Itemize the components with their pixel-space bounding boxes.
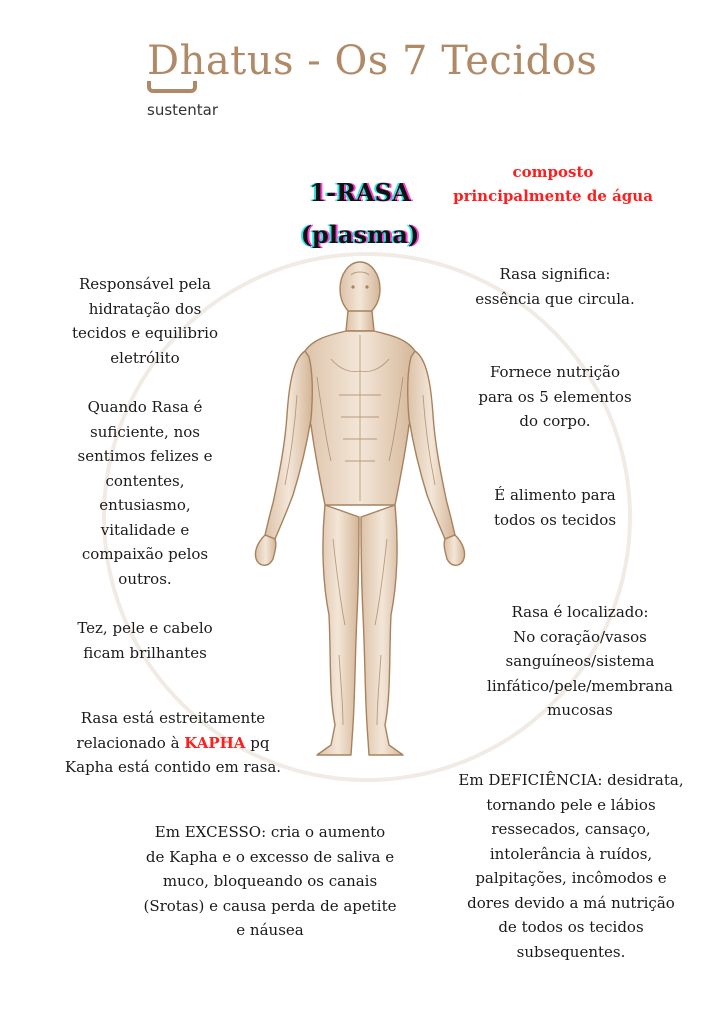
skin-text <box>52 616 238 665</box>
text-line: sanguíneos/sistema <box>505 652 655 670</box>
text-line: vitalidade e <box>100 520 190 539</box>
deficiency-text <box>446 768 696 964</box>
text-line: Em EXCESSO: cria o aumento <box>154 823 386 841</box>
text-line: de todos os tecidos <box>498 918 644 936</box>
text-line: de Kapha e o excesso de saliva e <box>145 847 395 866</box>
text-line: e náusea <box>236 921 304 939</box>
text-line: É alimento para <box>494 486 616 504</box>
composition-note-line1: composto <box>512 163 594 181</box>
text-line: outros. <box>118 569 172 588</box>
text-line: todos os tecidos <box>493 510 617 529</box>
bracket-decoration <box>147 81 197 93</box>
human-anatomy-figure-icon <box>245 255 475 765</box>
text-line: Rasa significa: <box>499 265 611 283</box>
text-line: mucosas <box>547 701 613 719</box>
text-line: do corpo. <box>519 412 591 430</box>
section-title <box>270 172 450 256</box>
composition-note-line2: principalmente de água <box>453 187 653 205</box>
text-line: sentimos felizes e <box>77 447 213 465</box>
location-text <box>460 600 700 723</box>
text-line: Responsável pela <box>79 275 211 293</box>
section-title-line1: 1-RASA <box>309 178 411 207</box>
text-line: muco, bloqueando os canais <box>162 872 378 890</box>
text-line: eletrólito <box>110 348 180 367</box>
text-line: linfático/pele/membrana <box>487 676 673 695</box>
text-line: ressecados, cansaço, <box>491 820 651 838</box>
text-line: No coração/vasos <box>513 627 647 646</box>
text-line: hidratação dos <box>88 299 202 318</box>
text-line: ficam brilhantes <box>83 643 207 662</box>
text-line: dores devido a má nutrição <box>467 893 675 912</box>
page-title: Dhatus - Os 7 Tecidos <box>147 38 598 84</box>
kapha-text <box>48 706 298 780</box>
nutrition-text <box>455 360 655 434</box>
text-line: essência que circula. <box>475 289 635 308</box>
sufficient-text <box>52 395 238 591</box>
text-line: Quando Rasa é <box>87 398 203 416</box>
text-line: subsequentes. <box>516 942 626 961</box>
text-line: (Srotas) e causa perda de apetite <box>143 896 397 915</box>
excess-text <box>130 820 410 943</box>
text-line: Rasa está estreitamente <box>80 709 266 727</box>
function-text <box>52 272 238 370</box>
page-subtitle: sustentar <box>147 101 218 119</box>
text-line: Rasa é localizado: <box>511 603 649 621</box>
kapha-highlight: KAPHA <box>184 733 246 752</box>
text-line: Kapha está contido em rasa. <box>64 758 282 776</box>
meaning-text <box>455 262 655 311</box>
text-line: intolerância à ruídos, <box>489 844 653 863</box>
text-line: palpitações, incômodos e <box>475 869 667 887</box>
text-line: contentes, <box>105 471 185 490</box>
text-line: tornando pele e lábios <box>486 795 656 814</box>
composition-note <box>448 160 658 208</box>
text-line: entusiasmo, <box>99 496 191 514</box>
text-line: Fornece nutrição <box>489 363 621 381</box>
text-line: compaixão pelos <box>81 545 209 563</box>
food-text <box>455 483 655 532</box>
section-title-line2: (plasma) <box>300 220 420 249</box>
text-line: relacionado à KAPHA pq <box>76 733 270 752</box>
text-line: suficiente, nos <box>90 422 200 441</box>
text-line: Tez, pele e cabelo <box>77 619 213 637</box>
text-line: para os 5 elementos <box>478 387 632 406</box>
text-line: tecidos e equilibrio <box>72 324 218 342</box>
text-line: Em DEFICIÊNCIA: desidrata, <box>458 771 684 789</box>
